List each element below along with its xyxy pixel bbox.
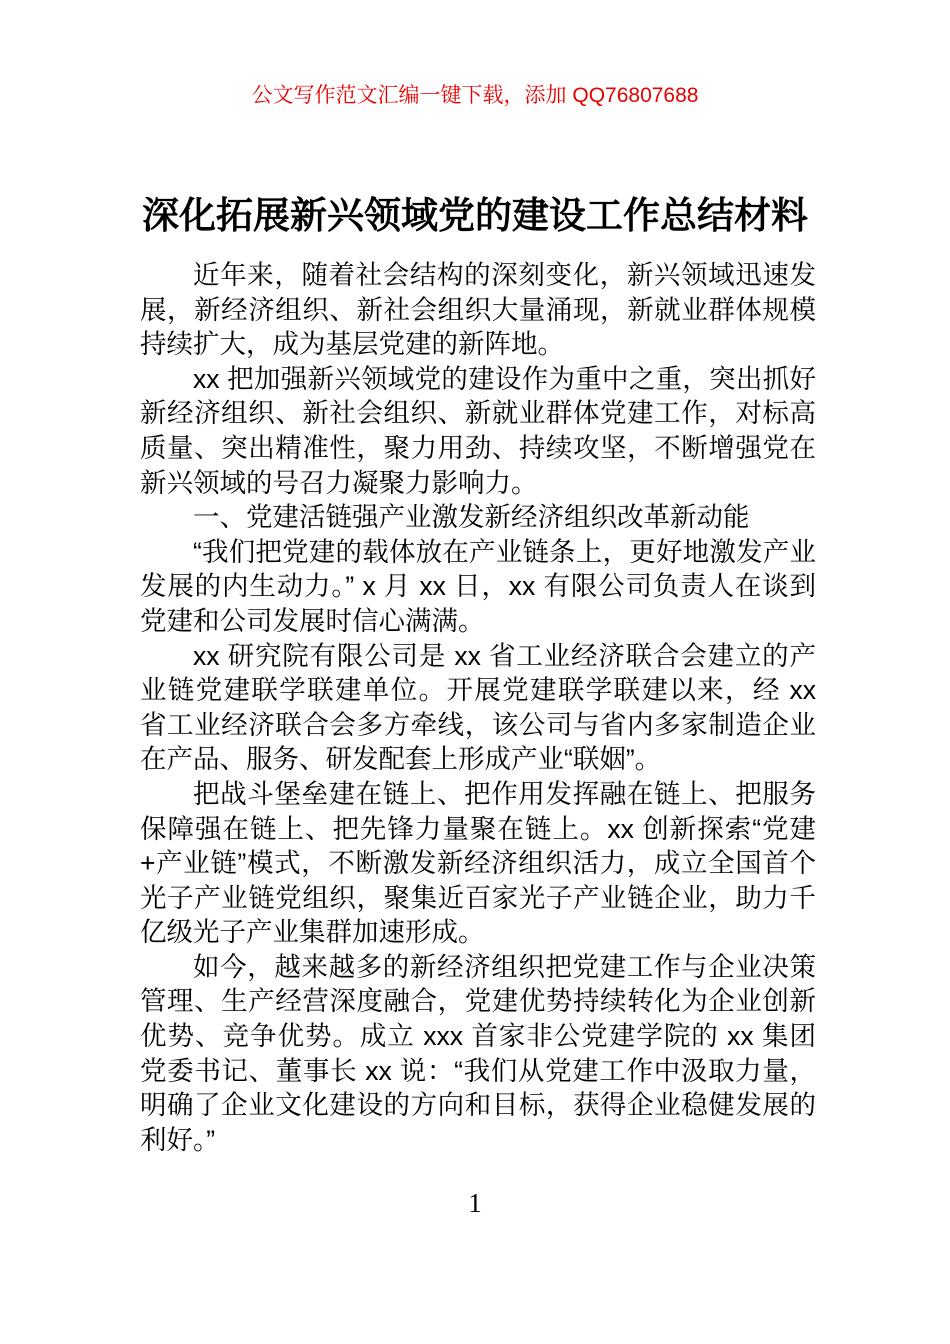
paragraph: 近年来，随着社会结构的深刻变化，新兴领域迅速发展，新经济组织、新社会组织大量涌现，新就业群体规模持续扩大，成为基层党建的新阵地。 bbox=[140, 260, 816, 360]
page-number: 1 bbox=[468, 1188, 482, 1218]
paragraph: 如今，越来越多的新经济组织把党建工作与企业决策管理、生产经营深度融合，党建优势持续转化为企业创新优势、竞争优势。成立 xxx 首家非公党建学院的 xx 集团党委书记、董事长 xx 说：“我们从党建工作中汲取力量，明确了企业文化建设的方向和目标，获得企业稳健发展的利好。” bbox=[140, 951, 816, 1155]
section-heading: 一、党建活链强产业激发新经济组织改革新动能 bbox=[193, 502, 750, 533]
document-title: 深化拓展新兴领域党的建设工作总结材料 bbox=[142, 194, 808, 236]
paragraph: xx 研究院有限公司是 xx 省工业经济联合会建立的产业链党建联学联建单位。开展党建联学联建以来，经 xx 省工业经济联合会多方牵线，该公司与省内多家制造企业在产品、服务、研发配套上形成产业“联姻”。 bbox=[140, 640, 816, 775]
paragraph: 把战斗堡垒建在链上、把作用发挥融在链上、把服务保障强在链上、把先锋力量聚在链上。xx 创新探索“党建+产业链”模式，不断激发新经济组织活力，成立全国首个光子产业链党组织，聚集近百家光子产业链企业，助力千亿级光子产业集群加速形成。 bbox=[140, 778, 816, 948]
paragraph: “我们把党建的载体放在产业链条上，更好地激发产业发展的内生动力。” x 月 xx 日，xx 有限公司负责人在谈到党建和公司发展时信心满满。 bbox=[140, 536, 816, 636]
header-notice: 公文写作范文汇编一键下载，添加 QQ76807688 bbox=[251, 84, 699, 107]
document-body bbox=[140, 258, 816, 1157]
paragraph: xx 把加强新兴领域党的建设作为重中之重，突出抓好新经济组织、新社会组织、新就业群体党建工作，对标高质量、突出精准性，聚力用劲、持续攻坚，不断增强党在新兴领域的号召力凝聚力影响力。 bbox=[140, 363, 816, 498]
